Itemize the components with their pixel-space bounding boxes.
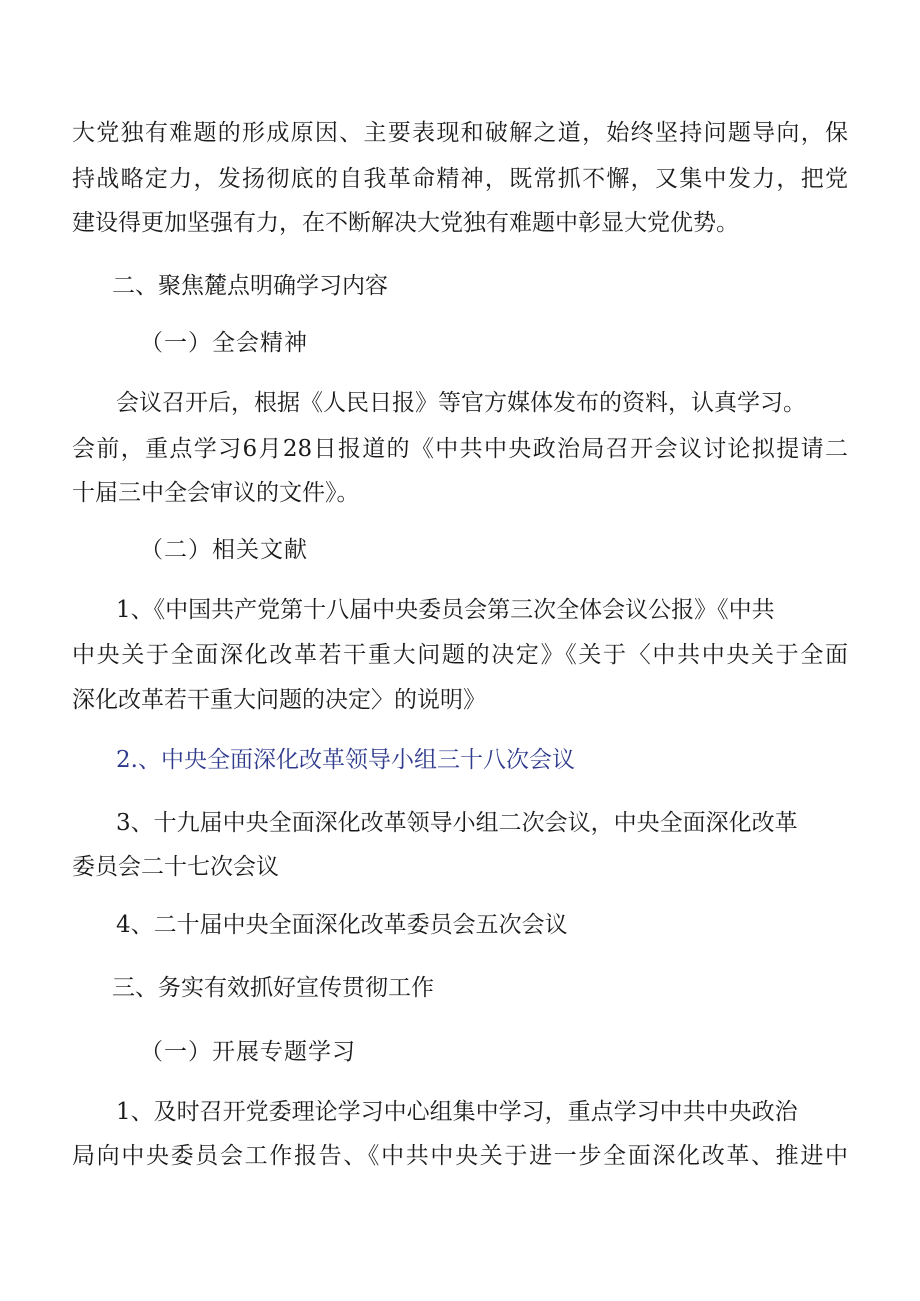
- section-2-sub-1-title: （一）全会精神: [140, 330, 308, 356]
- reference-item-2: 2.、中央全面深化改革领导小组三十八次会议: [116, 747, 575, 773]
- section-2-heading: 二、聚焦麓点明确学习内容: [112, 273, 388, 299]
- study-item-1-line-2: 局向中央委员会工作报告、《中共中央关于进一步全面深化改革、推进中: [72, 1143, 848, 1169]
- intro-line-3: 建设得更加坚强有力，在不断解决大党独有难题中彰显大党优势。: [72, 210, 739, 236]
- reference-item-3-line-2: 委员会二十七次会议: [72, 854, 279, 880]
- section-2-sub-1-line-3: 十届三中全会审议的文件》。: [72, 480, 360, 506]
- section-3-sub-1-title: （一）开展专题学习: [140, 1039, 356, 1065]
- section-2-sub-1-line-2: 会前，重点学习6月28日报道的《中共中央政治局召开会议讨论拟提请二: [72, 436, 848, 462]
- reference-item-1-line-2: 中央关于全面深化改革若干重大问题的决定》《关于〈中共中央关于全面: [72, 642, 848, 668]
- reference-item-1-line-1: 1、《中国共产党第十八届中央委员会第三次全体会议公报》《中共: [116, 597, 775, 623]
- study-item-1-line-1: 1、及时召开党委理论学习中心组集中学习，重点学习中共中央政治: [116, 1099, 798, 1125]
- reference-item-3-line-1: 3、十九届中央全面深化改革领导小组二次会议，中央全面深化改革: [116, 810, 798, 836]
- section-2-sub-2-title: （二）相关文献: [140, 537, 308, 563]
- reference-item-4: 4、二十届中央全面深化改革委员会五次会议: [116, 912, 568, 938]
- intro-line-2: 持战略定力，发扬彻底的自我革命精神，既常抓不懈，又集中发力，把党: [72, 166, 848, 192]
- section-3-heading: 三、务实有效抓好宣传贯彻工作: [112, 975, 434, 1001]
- reference-item-1-line-3: 深化改革若干重大问题的决定〉的说明》: [72, 687, 486, 713]
- intro-line-1: 大党独有难题的形成原因、主要表现和破解之道，始终坚持问题导向，保: [72, 120, 848, 146]
- section-2-sub-1-line-1: 会议召开后，根据《人民日报》等官方媒体发布的资料，认真学习。: [116, 390, 806, 416]
